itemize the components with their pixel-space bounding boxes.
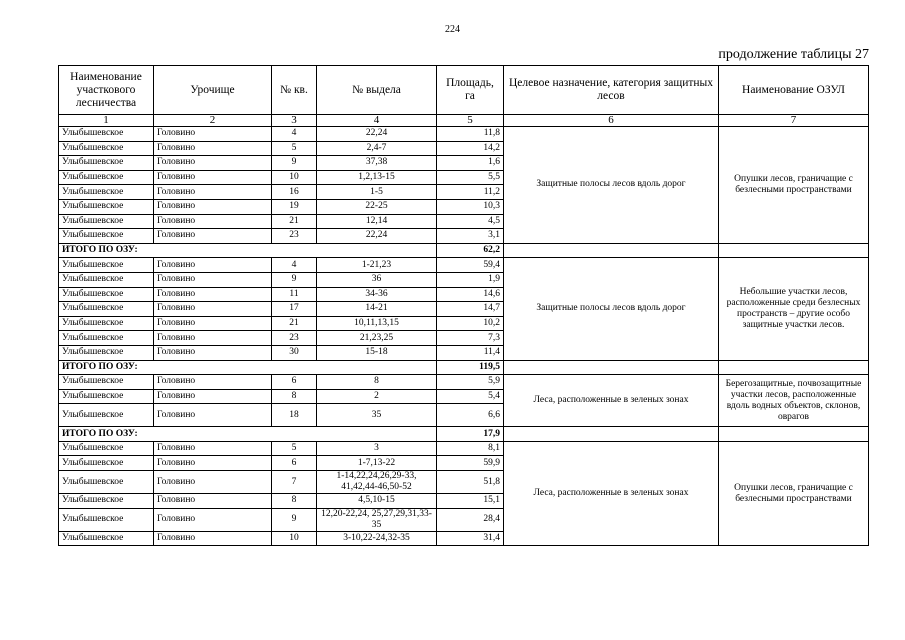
- cell-area: 6,6: [437, 404, 504, 427]
- cell-tract: Головино: [154, 141, 272, 156]
- cell-allotment: 15-18: [317, 345, 437, 360]
- cell-tract: Головино: [154, 258, 272, 273]
- cell-tract: Головино: [154, 185, 272, 200]
- cell-forestry: Улыбышевское: [59, 316, 154, 331]
- cell-forestry: Улыбышевское: [59, 404, 154, 427]
- cell-tract: Головино: [154, 199, 272, 214]
- cell-quarter: 23: [272, 229, 317, 244]
- header-tract: Урочище: [154, 66, 272, 115]
- cell-area: 15,1: [437, 494, 504, 509]
- table-row: [59, 258, 869, 273]
- cell-allotment: 2,4-7: [317, 141, 437, 156]
- cell-allotment: 10,11,13,15: [317, 316, 437, 331]
- header-ozul: Наименование ОЗУЛ: [719, 66, 869, 115]
- cell-forestry: Улыбышевское: [59, 375, 154, 390]
- cell-tract: Головино: [154, 345, 272, 360]
- cell-allotment: 8: [317, 375, 437, 390]
- cell-forestry: Улыбышевское: [59, 508, 154, 531]
- total-value: 119,5: [437, 360, 504, 375]
- cell-forestry: Улыбышевское: [59, 156, 154, 171]
- cell-quarter: 30: [272, 345, 317, 360]
- total-row: [59, 427, 869, 442]
- cell-area: 1,6: [437, 156, 504, 171]
- cell-area: 59,9: [437, 456, 504, 471]
- cell-tract: Головино: [154, 441, 272, 456]
- total-label: ИТОГО ПО ОЗУ:: [59, 243, 437, 258]
- cell-forestry: Улыбышевское: [59, 441, 154, 456]
- cell-quarter: 5: [272, 141, 317, 156]
- cell-tract: Головино: [154, 531, 272, 546]
- cell-allotment: 22,24: [317, 127, 437, 142]
- header-category: Целевое назначение, категория защитных лесов: [504, 66, 719, 115]
- cell-allotment: 1-21,23: [317, 258, 437, 273]
- cell-tract: Головино: [154, 456, 272, 471]
- cell-area: 10,2: [437, 316, 504, 331]
- cell-forestry: Улыбышевское: [59, 272, 154, 287]
- cell-quarter: 21: [272, 214, 317, 229]
- cell-quarter: 5: [272, 441, 317, 456]
- cell-tract: Головино: [154, 471, 272, 494]
- cell-ozul: Небольшие участки лесов, расположенные среди безлесных пространств – другие особо защитные участки лесов.: [719, 258, 869, 360]
- cell-allotment: 35: [317, 404, 437, 427]
- cell-forestry: Улыбышевское: [59, 199, 154, 214]
- cell-category: Защитные полосы лесов вдоль дорог: [504, 127, 719, 244]
- cell-area: 14,6: [437, 287, 504, 302]
- cell-quarter: 11: [272, 287, 317, 302]
- cell-forestry: Улыбышевское: [59, 127, 154, 142]
- cell-tract: Головино: [154, 170, 272, 185]
- cell-quarter: 6: [272, 375, 317, 390]
- cell-area: 14,7: [437, 302, 504, 317]
- empty-cell: [719, 427, 869, 442]
- cell-tract: Головино: [154, 272, 272, 287]
- cell-area: 11,2: [437, 185, 504, 200]
- empty-cell: [504, 427, 719, 442]
- cell-forestry: Улыбышевское: [59, 345, 154, 360]
- col-number: 3: [272, 115, 317, 127]
- cell-area: 5,4: [437, 389, 504, 404]
- header-area: Площадь, га: [437, 66, 504, 115]
- col-number: 2: [154, 115, 272, 127]
- cell-area: 5,5: [437, 170, 504, 185]
- cell-tract: Головино: [154, 156, 272, 171]
- cell-area: 14,2: [437, 141, 504, 156]
- cell-ozul: Берегозащитные, почвозащитные участки лесов, расположенные вдоль водных объектов, склонов, оврагов: [719, 375, 869, 427]
- table-row: [59, 127, 869, 142]
- cell-category: Защитные полосы лесов вдоль дорог: [504, 258, 719, 360]
- cell-quarter: 8: [272, 494, 317, 509]
- cell-allotment: 2: [317, 389, 437, 404]
- cell-tract: Головино: [154, 508, 272, 531]
- cell-allotment: 22-25: [317, 199, 437, 214]
- cell-area: 5,9: [437, 375, 504, 390]
- cell-tract: Головино: [154, 214, 272, 229]
- page-number: 224: [445, 24, 460, 35]
- empty-cell: [719, 243, 869, 258]
- empty-cell: [719, 360, 869, 375]
- cell-allotment: 34-36: [317, 287, 437, 302]
- cell-quarter: 18: [272, 404, 317, 427]
- cell-quarter: 23: [272, 331, 317, 346]
- cell-allotment: 36: [317, 272, 437, 287]
- cell-tract: Головино: [154, 375, 272, 390]
- cell-ozul: Опушки лесов, граничащие с безлесными пространствами: [719, 441, 869, 545]
- cell-quarter: 10: [272, 531, 317, 546]
- cell-quarter: 17: [272, 302, 317, 317]
- column-number-row: [59, 115, 869, 127]
- cell-category: Леса, расположенные в зеленых зонах: [504, 441, 719, 545]
- col-number: 4: [317, 115, 437, 127]
- cell-ozul: Опушки лесов, граничащие с безлесными пространствами: [719, 127, 869, 244]
- cell-allotment: 1-5: [317, 185, 437, 200]
- cell-forestry: Улыбышевское: [59, 185, 154, 200]
- cell-allotment: 3-10,22-24,32-35: [317, 531, 437, 546]
- cell-allotment: 37,38: [317, 156, 437, 171]
- cell-forestry: Улыбышевское: [59, 302, 154, 317]
- header-quarter: № кв.: [272, 66, 317, 115]
- cell-area: 8,1: [437, 441, 504, 456]
- cell-area: 10,3: [437, 199, 504, 214]
- total-label: ИТОГО ПО ОЗУ:: [59, 360, 437, 375]
- cell-allotment: 21,23,25: [317, 331, 437, 346]
- cell-quarter: 19: [272, 199, 317, 214]
- cell-area: 59,4: [437, 258, 504, 273]
- cell-tract: Головино: [154, 404, 272, 427]
- cell-allotment: 12,20-22,24, 25,27,29,31,33-35: [317, 508, 437, 531]
- cell-forestry: Улыбышевское: [59, 531, 154, 546]
- cell-tract: Головино: [154, 287, 272, 302]
- cell-quarter: 21: [272, 316, 317, 331]
- total-value: 62,2: [437, 243, 504, 258]
- cell-area: 4,5: [437, 214, 504, 229]
- cell-allotment: 1-14,22,24,26,29-33, 41,42,44-46,50-52: [317, 471, 437, 494]
- cell-tract: Головино: [154, 316, 272, 331]
- cell-quarter: 7: [272, 471, 317, 494]
- forest-areas-table: [58, 65, 869, 546]
- total-row: [59, 243, 869, 258]
- cell-area: 3,1: [437, 229, 504, 244]
- header-forestry: Наименование участкового лесничества: [59, 66, 154, 115]
- cell-quarter: 10: [272, 170, 317, 185]
- cell-forestry: Улыбышевское: [59, 389, 154, 404]
- total-label: ИТОГО ПО ОЗУ:: [59, 427, 437, 442]
- cell-allotment: 1-7,13-22: [317, 456, 437, 471]
- total-value: 17,9: [437, 427, 504, 442]
- cell-quarter: 6: [272, 456, 317, 471]
- cell-allotment: 3: [317, 441, 437, 456]
- table-row: [59, 441, 869, 456]
- cell-forestry: Улыбышевское: [59, 494, 154, 509]
- cell-tract: Головино: [154, 127, 272, 142]
- cell-quarter: 4: [272, 127, 317, 142]
- header-allotment: № выдела: [317, 66, 437, 115]
- cell-quarter: 9: [272, 508, 317, 531]
- col-number: 7: [719, 115, 869, 127]
- cell-area: 51,8: [437, 471, 504, 494]
- cell-category: Леса, расположенные в зеленых зонах: [504, 375, 719, 427]
- cell-tract: Головино: [154, 302, 272, 317]
- cell-quarter: 16: [272, 185, 317, 200]
- col-number: 5: [437, 115, 504, 127]
- cell-forestry: Улыбышевское: [59, 456, 154, 471]
- cell-quarter: 4: [272, 258, 317, 273]
- cell-tract: Головино: [154, 389, 272, 404]
- cell-allotment: 4,5,10-15: [317, 494, 437, 509]
- table-body: [59, 127, 869, 546]
- cell-tract: Головино: [154, 229, 272, 244]
- col-number: 1: [59, 115, 154, 127]
- cell-quarter: 9: [272, 272, 317, 287]
- cell-forestry: Улыбышевское: [59, 214, 154, 229]
- cell-area: 11,8: [437, 127, 504, 142]
- cell-area: 11,4: [437, 345, 504, 360]
- cell-forestry: Улыбышевское: [59, 471, 154, 494]
- cell-forestry: Улыбышевское: [59, 331, 154, 346]
- cell-area: 1,9: [437, 272, 504, 287]
- empty-cell: [504, 360, 719, 375]
- cell-allotment: 14-21: [317, 302, 437, 317]
- total-row: [59, 360, 869, 375]
- cell-allotment: 12,14: [317, 214, 437, 229]
- table-continuation-caption: продолжение таблицы 27: [718, 47, 869, 62]
- table-header-row: [59, 66, 869, 115]
- col-number: 6: [504, 115, 719, 127]
- cell-tract: Головино: [154, 331, 272, 346]
- cell-area: 7,3: [437, 331, 504, 346]
- cell-area: 31,4: [437, 531, 504, 546]
- cell-area: 28,4: [437, 508, 504, 531]
- cell-quarter: 9: [272, 156, 317, 171]
- cell-forestry: Улыбышевское: [59, 141, 154, 156]
- cell-forestry: Улыбышевское: [59, 229, 154, 244]
- empty-cell: [504, 243, 719, 258]
- cell-forestry: Улыбышевское: [59, 287, 154, 302]
- cell-forestry: Улыбышевское: [59, 258, 154, 273]
- cell-forestry: Улыбышевское: [59, 170, 154, 185]
- cell-allotment: 22,24: [317, 229, 437, 244]
- cell-tract: Головино: [154, 494, 272, 509]
- cell-allotment: 1,2,13-15: [317, 170, 437, 185]
- cell-quarter: 8: [272, 389, 317, 404]
- table-row: [59, 375, 869, 390]
